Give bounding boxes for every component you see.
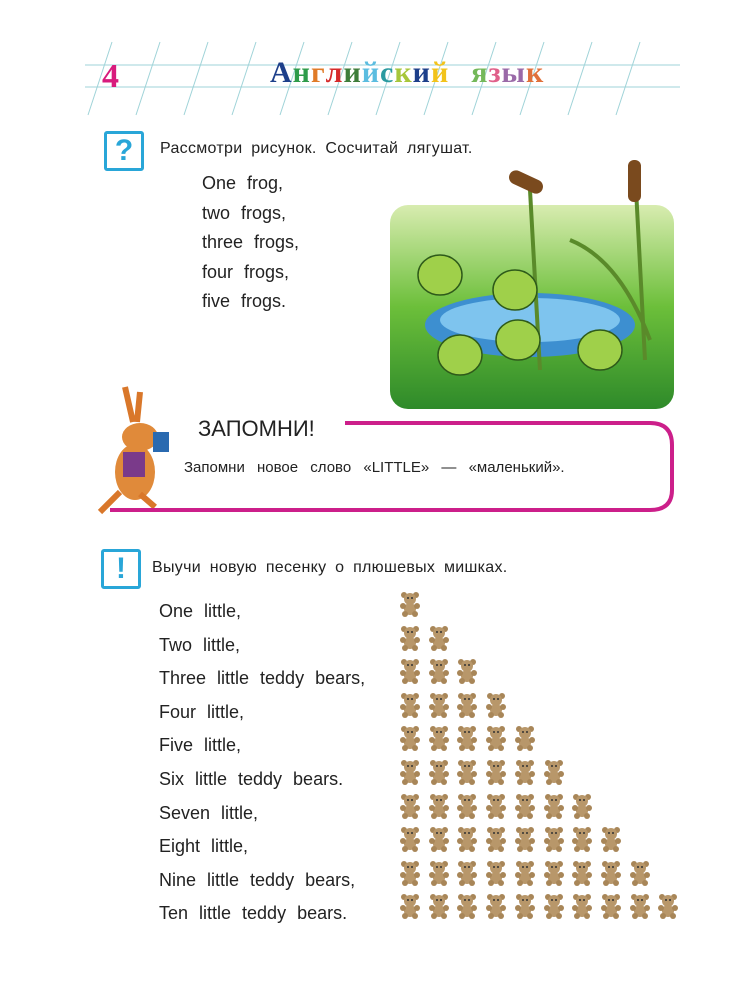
song-line: Six little teddy bears. xyxy=(159,769,344,789)
title-letter: с xyxy=(380,56,395,89)
teddy-bear-icon xyxy=(484,793,508,819)
title-letter: к xyxy=(394,56,413,89)
teddy-bear-icon xyxy=(427,759,451,785)
teddy-bear-icon xyxy=(513,793,537,819)
teddy-bear-icon xyxy=(542,793,566,819)
teddy-bear-icon xyxy=(455,893,479,919)
teddy-bear-icon xyxy=(484,826,508,852)
title-letter: и xyxy=(412,56,431,89)
teddy-bear-icon xyxy=(427,860,451,886)
teddy-bear-icon xyxy=(455,658,479,684)
teddy-bear-icon xyxy=(599,893,623,919)
teddy-bear-icon xyxy=(398,826,422,852)
song-line: Eight little, xyxy=(159,836,249,857)
teddy-bear-icon xyxy=(398,625,422,651)
teddy-bear-icon xyxy=(398,725,422,751)
poem-line: two frogs, xyxy=(202,202,287,223)
question-icon: ? xyxy=(104,131,144,171)
remember-text: Запомни новое слово «LITTLE» — «маленький». xyxy=(184,459,565,476)
teddy-bear-icon xyxy=(398,860,422,886)
teddy-bear-icon xyxy=(656,893,680,919)
teddy-bear-icon xyxy=(398,692,422,718)
page-number: 4 xyxy=(102,58,119,95)
teddy-bear-icon xyxy=(484,725,508,751)
teddy-bear-icon xyxy=(398,759,422,785)
teddy-bear-icon xyxy=(484,692,508,718)
title-letter: к xyxy=(525,56,545,89)
frogs-illustration xyxy=(390,150,675,410)
teddy-bear-icon xyxy=(427,826,451,852)
song-line: Three little teddy bears, xyxy=(159,668,366,689)
teddy-bear-icon xyxy=(455,759,479,785)
song-line: Five little, xyxy=(159,735,242,756)
teddy-bear-icon xyxy=(570,826,594,852)
teddy-bear-icon xyxy=(599,860,623,886)
teddy-bear-icon xyxy=(427,793,451,819)
title-letter: и xyxy=(343,56,362,89)
song-line: Four little, xyxy=(159,701,245,722)
title-letter: л xyxy=(325,56,344,89)
teddy-bear-icon xyxy=(455,692,479,718)
teddy-bear-icon xyxy=(455,826,479,852)
teddy-bear-icon xyxy=(427,893,451,919)
teddy-bear-icon xyxy=(513,860,537,886)
teddy-bear-icon xyxy=(398,591,422,617)
title-letter: й xyxy=(430,56,450,89)
teddy-bear-icon xyxy=(484,860,508,886)
song-line: Seven little, xyxy=(159,802,259,823)
teddy-bear-icon xyxy=(455,725,479,751)
title-letter: я xyxy=(471,56,489,89)
teddy-bear-icon xyxy=(398,658,422,684)
teddy-bear-icon xyxy=(628,893,652,919)
title-letter: г xyxy=(310,56,326,89)
teddy-bear-icon xyxy=(398,893,422,919)
teddy-bear-icon xyxy=(427,692,451,718)
teddy-bear-icon xyxy=(427,625,451,651)
teddy-bear-icon xyxy=(513,826,537,852)
teddy-bear-icon xyxy=(570,793,594,819)
title-letter: з xyxy=(488,56,502,89)
teddy-bear-icon xyxy=(542,759,566,785)
teddy-bear-icon xyxy=(455,860,479,886)
teddy-bear-icon xyxy=(513,893,537,919)
teddy-bear-icon xyxy=(427,725,451,751)
teddy-bear-icon xyxy=(599,826,623,852)
teddy-bear-icon xyxy=(398,793,422,819)
teddy-bear-icon xyxy=(628,860,652,886)
poem-line: three frogs, xyxy=(202,232,300,252)
teddy-bear-icon xyxy=(570,893,594,919)
subject-title xyxy=(270,56,544,90)
song-line: One little, xyxy=(159,601,242,621)
teddy-bear-icon xyxy=(484,893,508,919)
teddy-bear-icon xyxy=(455,793,479,819)
task1-instruction: Рассмотри рисунок. Сосчитай лягушат. xyxy=(160,140,473,157)
song-line: Two little, xyxy=(159,634,241,655)
teddy-bear-icon xyxy=(513,759,537,785)
teddy-bear-icon xyxy=(484,759,508,785)
song-line: Nine little teddy bears, xyxy=(159,869,356,890)
task2-instruction: Выучи новую песенку о плюшевых мишках. xyxy=(152,559,508,576)
poem-line: One frog, xyxy=(202,173,284,193)
title-letter: ы xyxy=(501,56,526,89)
teddy-bear-icon xyxy=(570,860,594,886)
teddy-bear-icon xyxy=(542,893,566,919)
song-line: Ten little teddy bears. xyxy=(159,903,348,924)
exclamation-icon: ! xyxy=(101,549,141,589)
title-letter: й xyxy=(361,56,381,89)
teddy-bear-icon xyxy=(427,658,451,684)
poem-line: five frogs. xyxy=(202,291,287,311)
title-letter: н xyxy=(292,56,311,89)
title-letter: А xyxy=(270,56,293,89)
remember-heading: ЗАПОМНИ! xyxy=(198,416,315,441)
teddy-bear-icon xyxy=(513,725,537,751)
teddy-bear-icon xyxy=(542,860,566,886)
teddy-bear-icon xyxy=(542,826,566,852)
poem-line: four frogs, xyxy=(202,261,290,282)
